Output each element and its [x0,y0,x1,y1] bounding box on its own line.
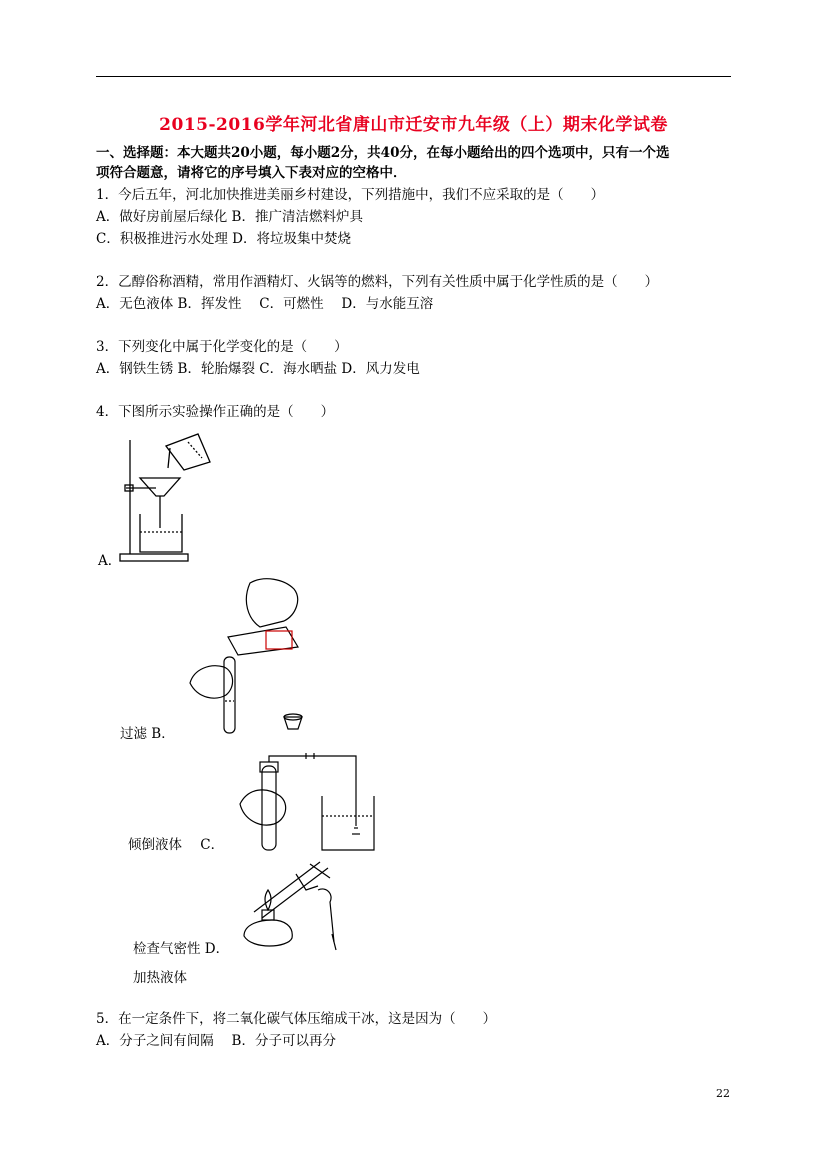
q1-stem: 1．今后五年，河北加快推进美丽乡村建设，下列措施中，我们不应采取的是（ ） [96,187,605,203]
page-title: 2015-2016学年河北省唐山市迁安市九年级（上）期末化学试卷 [159,115,668,135]
q4-caption-c [128,833,224,853]
q4-caption-b [120,722,175,742]
q4-label-b: B． [151,726,175,742]
q4-stem: 4．下图所示实验操作正确的是（ ） [96,404,335,420]
q3-options: A．钢铁生锈 B．轮胎爆裂 C．海水晒盐 D．风力发电 [96,361,420,377]
q2-options: A．无色液体 B．挥发性 C．可燃性 D．与水能互溶 [96,296,434,312]
q3-stem: 3．下列变化中属于化学变化的是（ ） [96,339,348,355]
header-rule [96,76,731,77]
q4-label-a: A． [98,553,122,569]
q4-label-d: D． [204,941,230,957]
q1-options-1: A．做好房前屋后绿化 B．推广清洁燃料炉具 [96,209,363,225]
figure-filtration [118,432,218,564]
q4-caption-heating: 加热液体 [133,970,187,986]
q4-caption-pouring: 倾倒液体 [128,837,182,853]
q4-label-c: C． [200,837,225,853]
figure-heating-liquid [234,860,344,956]
page-number: 22 [716,1087,730,1100]
section-heading-line2: 项符合题意，请将它的序号填入下表对应的空格中． [96,165,407,181]
q2-stem: 2．乙醇俗称酒精，常用作酒精灯、火锅等的燃料，下列有关性质中属于化学性质的是（ ） [96,274,659,290]
q4-caption-filtration: 过滤 [120,726,147,742]
q1-options-2: C．积极推进污水处理 D．将垃圾集中焚烧 [96,231,351,247]
q5-stem: 5．在一定条件下，将二氧化碳气体压缩成干冰，这是因为（ ） [96,1011,497,1027]
q4-caption-air-tightness: 检查气密性 [133,941,201,957]
figure-pouring-liquid [180,575,330,740]
section-heading-line1: 一、选择题：本大题共20小题，每小题2分，共40分，在每小题给出的四个选项中，只有一个选 [96,145,670,161]
q5-options: A．分子之间有间隔 B．分子可以再分 [96,1033,336,1049]
figure-air-tightness [236,752,386,854]
q4-caption-d [133,937,229,957]
